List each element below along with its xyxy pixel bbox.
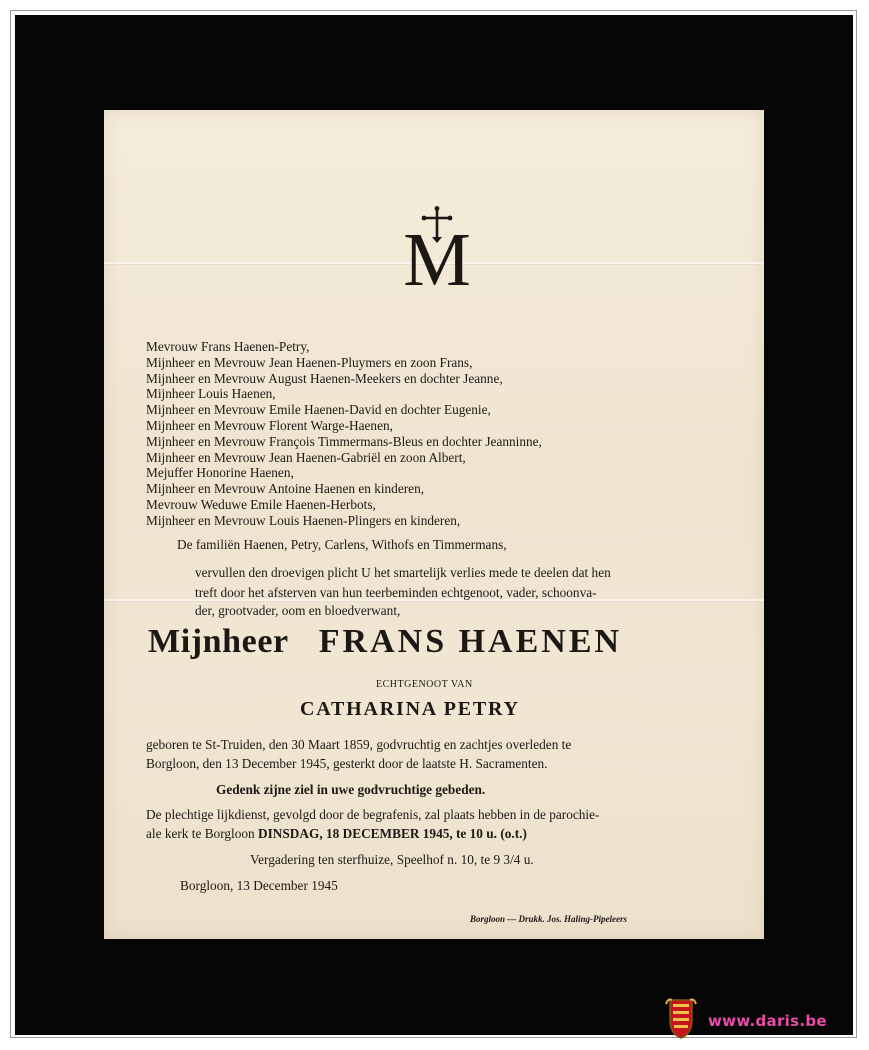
announcement-line: der, grootvader, oom en bloedverwant, bbox=[195, 603, 401, 618]
family-line: Mijnheer en Mevrouw Jean Haenen-Gabriël en zoon Albert, bbox=[146, 449, 466, 465]
family-line: Mijnheer en Mevrouw Louis Haenen-Plingers en kinderen, bbox=[146, 512, 461, 528]
printer-credit: Borgloon — Drukk. Jos. Haling-Pipeleers bbox=[470, 914, 628, 924]
monogram-letter: M bbox=[403, 218, 471, 290]
family-line: Mijnheer Louis Haenen, bbox=[146, 386, 276, 402]
family-line: Mijnheer en Mevrouw Florent Warge-Haenen, bbox=[146, 417, 393, 433]
family-line: Mijnheer en Mevrouw Jean Haenen-Pluymers en zoon Frans, bbox=[146, 354, 473, 370]
funeral-date: DINSDAG, 18 DECEMBER 1945, te 10 u. (o.t.) bbox=[258, 826, 527, 841]
family-line: Mijnheer en Mevrouw François Timmermans-Bleus en dochter Jeanninne, bbox=[146, 433, 542, 449]
announcement-line: treft door het afsterven van hun teerbeminden echtgenoot, vader, schoonva- bbox=[195, 585, 597, 600]
website-watermark: www.daris.be bbox=[708, 1012, 827, 1030]
funeral-line: De plechtige lijkdienst, gevolgd door de begrafenis, zal plaats hebben in de parochie- bbox=[146, 807, 600, 822]
family-line: Mijnheer en Mevrouw August Haenen-Meekers en dochter Jeanne, bbox=[146, 370, 503, 386]
family-line: Mijnheer en Mevrouw Antoine Haenen en kinderen, bbox=[146, 481, 425, 497]
prayer-request: Gedenk zijne ziel in uwe godvruchtige gebeden. bbox=[216, 782, 486, 797]
family-line: Mijnheer en Mevrouw Emile Haenen-David en dochter Eugenie, bbox=[146, 402, 491, 418]
marian-monogram-icon bbox=[392, 205, 482, 290]
family-list bbox=[146, 339, 542, 529]
funeral-line-prefix: ale kerk te Borgloon bbox=[146, 826, 259, 841]
deceased-heading bbox=[148, 620, 622, 664]
place-date: Borgloon, 13 December 1945 bbox=[180, 878, 338, 893]
birth-death-line: Borgloon, den 13 December 1945, gesterkt door de laatste H. Sacramenten. bbox=[146, 756, 548, 771]
gathering-line: Vergadering ten sterfhuize, Speelhof n. 10, te 9 3/4 u. bbox=[250, 852, 534, 867]
family-line: Mevrouw Frans Haenen-Petry, bbox=[146, 339, 310, 354]
birth-death-line: geboren te St-Truiden, den 30 Maart 1859, godvruchtig en zachtjes overleden te bbox=[146, 737, 572, 752]
funeral-line bbox=[146, 826, 527, 842]
memorial-card bbox=[104, 110, 764, 939]
deceased-title: Mijnheer bbox=[148, 623, 289, 660]
spouse-caption: ECHTGENOOT VAN bbox=[376, 679, 473, 690]
extended-family: De familiën Haenen, Petry, Carlens, Withofs en Timmermans, bbox=[177, 537, 507, 552]
family-line: Mevrouw Weduwe Emile Haenen-Herbots, bbox=[146, 496, 376, 512]
deceased-name: FRANS HAENEN bbox=[318, 623, 623, 660]
crest-logo-icon bbox=[664, 996, 698, 1040]
spouse-name: CATHARINA PETRY bbox=[300, 698, 520, 720]
family-line: Mejuffer Honorine Haenen, bbox=[146, 465, 294, 481]
announcement-line: vervullen den droevigen plicht U het smartelijk verlies mede te deelen dat hen bbox=[195, 565, 611, 580]
